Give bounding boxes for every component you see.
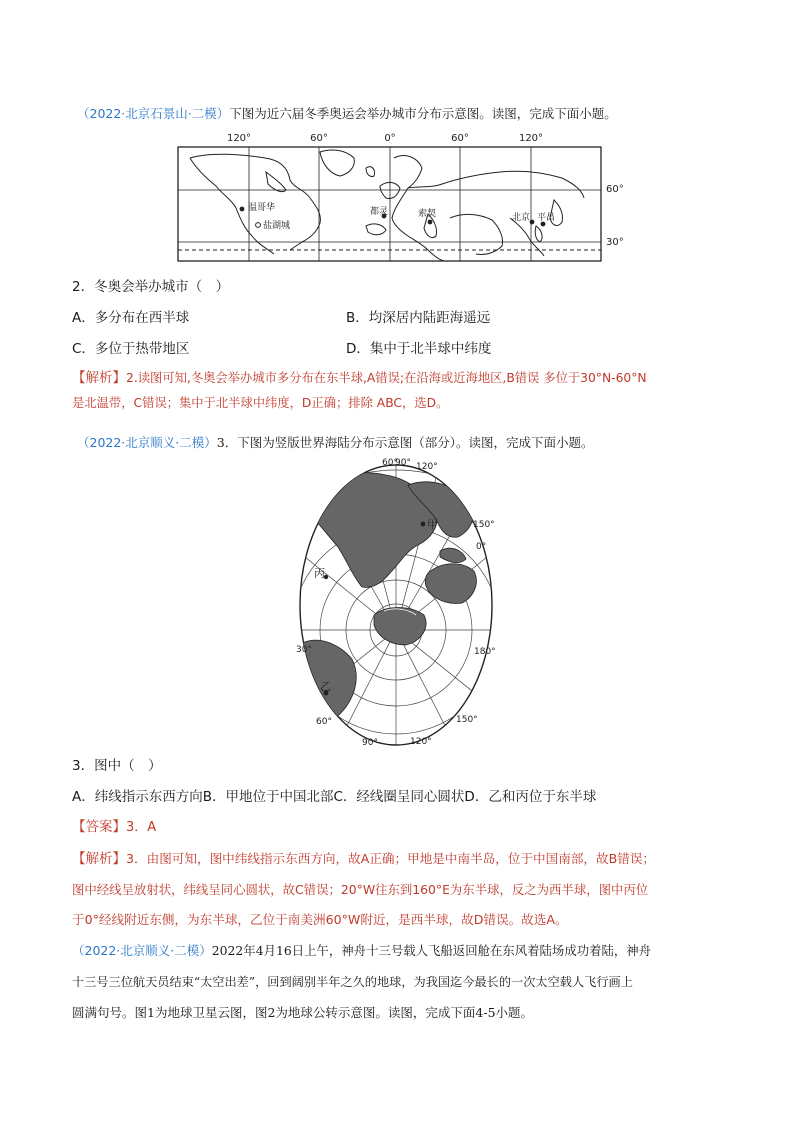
- q2-question: 2．冬奥会举办城市（ ）: [72, 279, 230, 295]
- map2-degree-label: 120°: [416, 462, 438, 472]
- map2-degree-label: 120°: [410, 737, 432, 747]
- q45-text-1: 2022年4月16日上午，神舟十三号载人飞船返回舱在东风着陆场成功着陆，神舟: [211, 943, 652, 958]
- q3-answer-value: 3．A: [126, 820, 157, 835]
- q45-line-3: 圆满句号。图1为地球卫星云图，图2为地球公转示意图。读图，完成下面4-5小题。: [72, 1005, 534, 1020]
- q3-header: [77, 432, 593, 451]
- q45-line-2: 十三号三位航天员结束“太空出差”，回到阔别半年之久的地球，为我国迄今最长的一次太空载人飞行画上: [72, 975, 633, 989]
- city-label-salt-lake-city: 盐湖城: [263, 221, 291, 231]
- place-label-bing: 丙: [314, 567, 325, 580]
- map2-degree-label: 180°: [474, 647, 496, 657]
- q2-source: （2022·北京石景山·二模）: [77, 106, 230, 121]
- q2-analysis-line-1: [72, 366, 647, 389]
- q3-analysis-line-2: 图中经线呈放射状，纬线呈同心圆状，故C错误；20°W往东到160°E为东半球，反之为西半球，图中丙位: [72, 882, 649, 897]
- q3-analysis-line-1: [72, 846, 655, 872]
- place-marker: [421, 522, 426, 527]
- map1-lon-label: 60°: [310, 133, 328, 144]
- map2-degree-label: 90°: [362, 738, 378, 748]
- q3-answer-tag: 【答案】: [72, 819, 126, 835]
- polar-projection-map: [290, 455, 502, 751]
- q3-analysis-tag: 【解析】: [72, 851, 126, 867]
- city-label-beijing: 北京: [512, 213, 531, 223]
- map2-degree-label: 60°: [382, 458, 398, 468]
- map1-lon-label: 120°: [226, 133, 252, 144]
- q2-option-c: C．多位于热带地区: [72, 341, 190, 357]
- q2-option-b: B．均深居内陆距海遥远: [346, 310, 491, 326]
- map1-lon-label: 0°: [384, 133, 396, 144]
- q3-question: 3．图中（ ）: [72, 758, 162, 774]
- map2-degree-label: 90°: [395, 458, 411, 468]
- place-label-jia: 甲: [427, 518, 438, 531]
- map2-degree-label: 0°: [476, 542, 487, 552]
- q2-analysis-tag: 【解析】: [72, 370, 126, 386]
- winter-olympics-map: [170, 128, 630, 268]
- q2-analysis-line-2: 是北温带，C错误；集中于北半球中纬度，D正确；排除 ABC，选D。: [72, 396, 449, 410]
- map2-degree-label: 150°: [456, 715, 478, 725]
- map1-lat-label: 60°: [606, 184, 624, 195]
- q3-options: A．纬线指示东西方向B．甲地位于中国北部C．经线圈呈同心圆状D．乙和丙位于东半球: [72, 789, 597, 805]
- city-marker: [240, 207, 245, 212]
- q3-analysis-text: 3．由图可知，图中纬线指示东西方向，故A正确；甲地是中南半岛，位于中国南部，故B错误；: [126, 851, 656, 866]
- place-label-yi: 乙: [320, 680, 331, 693]
- map2-degree-label: 30°: [296, 645, 312, 655]
- q3-intro: 3．下图为竖版世界海陆分布示意图（部分）。读图，完成下面小题。: [216, 435, 594, 450]
- map1-lon-label: 60°: [451, 133, 469, 144]
- q2-header: [77, 103, 617, 122]
- map2-degree-label: 60°: [316, 717, 332, 727]
- q3-analysis-line-3: 于0°经线附近东侧，为东半球，乙位于南美洲60°W附近，是西半球，故D错误。故选A。: [72, 912, 568, 927]
- q45-line-1: [72, 938, 651, 964]
- q3-source: （2022·北京顺义·二模）: [77, 435, 217, 450]
- city-label-vancouver: 温哥华: [248, 203, 276, 213]
- city-label-pyeongchang: 平昌: [537, 213, 556, 223]
- q2-intro: 下图为近六届冬季奥运会举办城市分布示意图。读图，完成下面小题。: [229, 106, 617, 121]
- q2-analysis-text: 2.读图可知,冬奥会举办城市多分布在东半球,A错误;在沿海或近海地区,B错误 多位于30°N-60°N: [126, 371, 647, 385]
- city-label-turin: 都灵: [370, 207, 389, 217]
- city-label-sochi: 索契: [418, 209, 437, 219]
- q2-option-d: D．集中于北半球中纬度: [346, 341, 492, 357]
- q45-source: （2022·北京顺义·二模）: [72, 943, 212, 958]
- map1-lon-label: 120°: [518, 133, 544, 144]
- city-marker: [530, 220, 535, 225]
- map1-lat-label: 30°: [606, 237, 624, 248]
- q2-option-a: A．多分布在西半球: [72, 310, 190, 326]
- map2-degree-label: 150°: [473, 520, 495, 530]
- q3-answer: [72, 815, 156, 841]
- city-marker: [428, 220, 433, 225]
